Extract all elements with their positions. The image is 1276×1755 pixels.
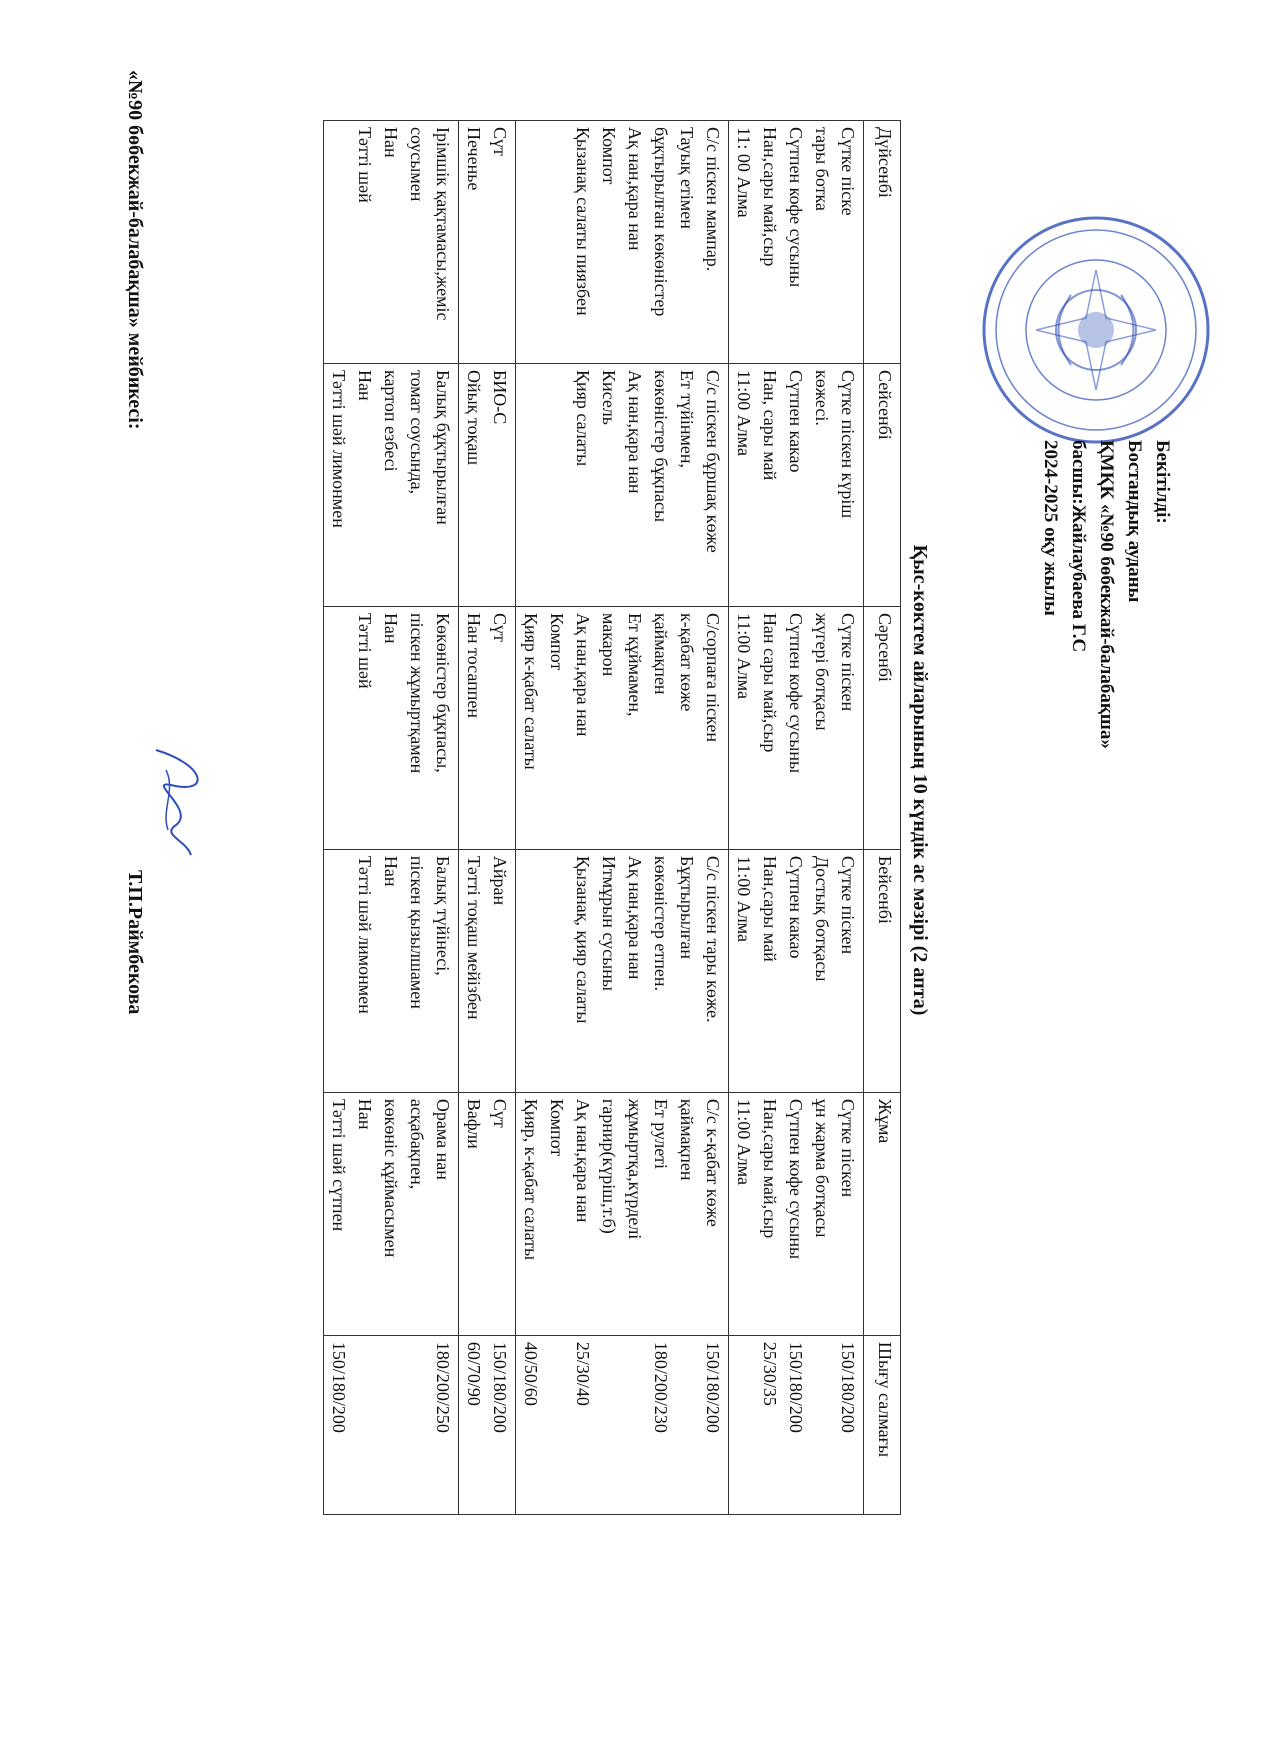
table-cell [516,121,729,364]
cell-line: Қызанақ, қияр салаты [573,855,593,1024]
cell-line: гарнир(күріш,т.б) [599,1098,619,1234]
cell-line: С/с піскен мампар. [703,127,723,272]
cell-line: С/с піскен бұршақ көже [703,369,723,553]
cell-line: 11:00 Алма [734,855,754,942]
table-cell [729,1092,864,1335]
cell-line: Қызанақ салаты пиязбен [573,127,593,316]
cell-line: Нан [355,369,375,401]
cell-line: Сүтке піске [838,127,858,216]
table-row [729,121,864,1515]
cell-line: Ақ нан,қара нан [573,1098,593,1223]
cell-line: томат соусында, [407,369,427,495]
cell-line: Балық бұқтырылған [433,369,453,525]
cell-line: Тәтті шәй лимонмен [329,369,349,528]
cell-line: Айран [490,855,510,906]
column-header: Сәрсенбі [864,606,901,849]
cell-line: көкөністер бұқпасы [651,369,671,523]
cell-line: Сүтпен кофе сусыны [786,127,806,288]
cell-line [809,1342,835,1508]
table-row [459,121,516,1515]
table-cell [459,849,516,1092]
cell-line: Ет рулеті [651,1098,671,1170]
table-cell [459,1092,516,1335]
cell-line: картоп езбесі [381,369,401,472]
cell-line [378,1342,404,1508]
cell-line: Ақ нан,қара нан [625,855,645,980]
cell-line: Тәтті шәй [355,612,375,689]
cell-line: Бұқтырылған [677,855,697,960]
cell-line: піскен жұмыртқамен [407,612,427,774]
column-header: Жұма [864,1092,901,1335]
table-cell [729,606,864,849]
cell-line: 11:00 Алма [734,1098,754,1185]
cell-line: Нан,сары май [760,855,780,962]
cell-line [404,1342,430,1508]
cell-line: Компот [547,612,567,671]
cell-line: 11: 00 Алма [734,127,754,218]
cell-line: Нан сары май,сыр [760,612,780,753]
cell-line: жүгері ботқасы [812,612,832,731]
table-row [324,121,459,1515]
column-header: Бейсенбі [864,849,901,1092]
cell-line: 11:00 Алма [734,612,754,700]
cell-line: Ойық тоқаш [464,369,484,466]
cell-line: Қияр, к-қабат салаты [521,1098,541,1261]
cell-line: көжесі. [812,369,832,426]
approval-line: басшы:Жайлаубаева Г.С [1068,440,1089,653]
table-cell [459,606,516,849]
cell-line: Ақ нан,қара нан [625,369,645,494]
cell-line [674,1342,700,1508]
cell-line: Сүт [490,1098,510,1128]
table-cell [729,849,864,1092]
table-row [516,121,729,1515]
table-cell [324,1335,459,1514]
cell-line: Ақ нан,қара нан [573,612,593,737]
cell-line: Нан [355,1098,375,1130]
cell-line: Сүтпен кофе сусыны [786,612,806,774]
table-cell [729,363,864,606]
cell-line: бұқтырылған көкөністер [651,127,671,317]
cell-line: Сүт [490,127,510,156]
cell-line: Ет құймамен, [625,612,645,717]
cell-line: қаймақпен [651,612,671,695]
cell-line: 150/180/200 [329,1341,349,1433]
cell-line: 150/180/200 [838,1341,858,1433]
cell-line: Сүтпен какао [786,855,806,959]
cell-line: Тәтті тоқаш мейізбен [464,855,484,1020]
cell-line: 150/180/200 [703,1341,723,1433]
cell-line: көкөніс құймасымен [381,1098,401,1258]
table-cell [516,849,729,1092]
cell-line: Тауық етімен [677,127,697,229]
cell-line: Қияр к-қабат салаты [521,612,541,770]
table-cell [459,1335,516,1514]
table-cell [459,121,516,364]
cell-line: Тәтті шәй [355,127,375,203]
cell-line: 60/70/90 [464,1341,484,1406]
table-cell [459,363,516,606]
footer-org-label: «№90 бөбекжай-балабақша» мейбикесі: [124,70,146,430]
cell-line: Сүтке піскен [838,612,858,712]
cell-line: Ет түйінмен, [677,369,697,468]
menu-table [323,120,901,1515]
official-stamp [976,210,1216,450]
cell-line: Нан,сары май,сыр [760,1098,780,1239]
cell-line: 150/180/200 [490,1341,510,1433]
cell-line: 150/180/200 [786,1341,806,1433]
cell-line: 180/200/230 [651,1341,671,1433]
cell-line: Ірімшік қақтамасы,жеміс [433,127,453,321]
cell-line: 11:00 Алма [734,369,754,457]
menu-title: Қыс-көктем айларының 10 күндік ас мәзірі (2 апта) [909,544,931,1016]
column-header: Дүйсенбі [864,121,901,364]
cell-line: Сүтке піскен [838,1098,858,1198]
table-cell [324,363,459,606]
cell-line: Печенье [464,127,484,191]
cell-line: С/с к-қабат көже [703,1098,723,1227]
cell-line: Сүтпен кофе сусыны [786,1098,806,1260]
cell-line: Сүт [490,612,510,642]
cell-line: Компот [547,1098,567,1157]
cell-line: Сүтпен какао [786,369,806,473]
cell-line: БИО-С [490,369,510,425]
nurse-name: Т.П.Раймбекова [124,870,146,1015]
cell-line [596,1342,622,1508]
cell-line: Компот [599,127,619,185]
cell-line: Ақ нан,қара нан [625,127,645,251]
cell-line: 180/200/250 [433,1341,453,1433]
table-cell [729,1335,864,1514]
table-cell [516,1335,729,1514]
cell-line: Достық ботқасы [812,855,832,982]
table-cell [516,606,729,849]
cell-line: көкөністер етпен. [651,855,671,991]
cell-line: ұн жарма ботқасы [812,1098,832,1238]
cell-line: Тәтті шәй сүтпен [329,1098,349,1232]
cell-line: Нан [381,127,401,158]
approval-line: 2024-2025 оқу жылы [1040,440,1061,616]
cell-line: соусымен [407,127,427,202]
table-cell [324,1092,459,1335]
cell-line: тары ботка [812,127,832,211]
cell-line: Сүтке піскен күріш [838,369,858,519]
table-cell [516,1092,729,1335]
cell-line [352,1342,378,1508]
table-header-row [864,121,901,1515]
cell-line: Нан тосаппен [464,612,484,718]
approval-line: ҚМҚК «№90 бөбекжай-балабақша» [1096,440,1117,749]
approval-line: Бостандық ауданы [1124,440,1145,603]
cell-line: қаймақпен [677,1098,697,1181]
table-cell [729,121,864,364]
cell-line: Нан,сары май,сыр [760,127,780,267]
cell-line: 40/50/60 [521,1341,541,1406]
cell-line: Сүтке піскен [838,855,858,955]
column-header: Сейсенбі [864,363,901,606]
table-body [324,121,864,1515]
table-cell [516,363,729,606]
cell-line: Орама нан [433,1098,453,1180]
cell-line: піскен қызылшамен [407,855,427,1009]
cell-line: жұмыртқа,күрделі [625,1098,645,1240]
cell-line: Қияр салаты [573,369,593,467]
cell-line: Тәтті шәй лимонмен [355,855,375,1014]
cell-line: С/с піскен тары көже. [703,855,723,1023]
cell-line: Вафли [464,1098,484,1149]
table-cell [324,606,459,849]
table-cell [324,121,459,364]
cell-line: Көкөністер бұқпасы, [433,612,453,773]
document-page [56,40,1236,1720]
cell-line: Нан [381,612,401,644]
approval-line: Бекітілді: [1152,440,1173,524]
cell-line: Итмұрын сусыны [599,855,619,991]
signature-image [136,740,216,860]
cell-line: С/сорпаға піскен [703,612,723,742]
cell-line: 25/30/40 [573,1341,593,1406]
cell-line [622,1342,648,1508]
approval-block [1036,440,1176,1140]
column-header: Шығу салмағы [864,1335,901,1514]
cell-line: к-қабат көже [677,612,697,712]
table-cell [324,849,459,1092]
cell-line: макарон [599,612,619,677]
cell-line: Нан, сары май [760,369,780,481]
cell-line: 25/30/35 [760,1341,780,1406]
cell-line: Кисель [599,369,619,425]
cell-line [544,1342,570,1508]
cell-line: Нан [381,855,401,887]
cell-line: асқабақпен, [407,1098,427,1190]
cell-line: Балық түйінесі, [433,855,453,976]
